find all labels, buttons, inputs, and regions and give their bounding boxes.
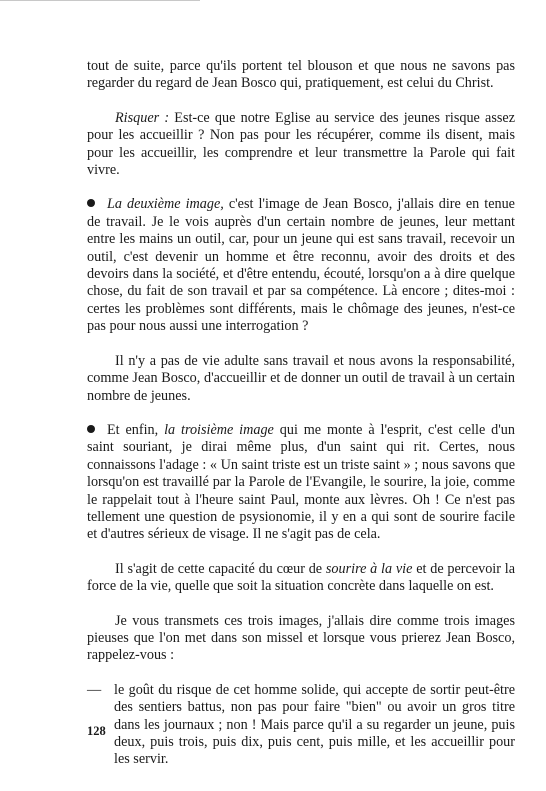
bullet-icon [87,199,95,207]
bullet-icon [87,425,95,433]
paragraph-risquer-text: Est-ce que notre Eglise au service des jeunes risque assez pour les accueillir ? Non pas pour les récupérer, comme ils disent, mais pour les accueillir, les comprendre et leur transmettre la Parole qui fait vivre. [87,109,515,179]
paragraph-smile-at-life [87,561,515,596]
page-number: 128 [87,724,106,738]
paragraph-smile-text: et de percevoir la force de la vie, quelle que soit la situation concrète dans laquelle on est. [87,560,515,595]
paragraph-adult-life [87,353,515,405]
paragraph-risquer [87,110,515,180]
paragraph-smile-start: Il s'agit de cette capacité du cœur de [115,560,326,577]
paragraph-second-image-text: c'est l'image de Jean Bosco, j'allais dire en tenue de travail. Je le vois auprès d'un certain nombre de jeunes, leur mettant entre les mains un outil, car, pour un jeune qui est sans travail, recevoir un outil, c'est devenir un homme et être reconnu, avoir des droits et des devoirs dans la société, et d'être entendu, écouté, lorsqu'on a à dire quelque chose, du fait de son travail et par sa compétence. Là encore ; dites-moi : certes les problèmes sont différents, mais le chômage des jeunes, n'est-ce pas pour nous aussi une interrogation ? [87,196,515,335]
paragraph-adult-life-text: Il n'y a pas de vie adulte sans travail et nous avons la responsabilité, comme Jean Bosco, d'accueillir et de donner un outil de travail à un certain nombre de jeunes. [87,352,515,404]
paragraph-third-image-italic: la troisième image [164,421,274,438]
paragraph-three-images-text: Je vous transmets ces trois images, j'allais dire comme trois images pieuses que l'on met dans son missel et lorsque vous prierez Jean Bosco, rappelez-vous : [87,612,515,664]
paragraph-second-image-lead: La deuxième image, [107,196,224,213]
page-text-block [87,58,515,769]
paragraph-1 [87,58,515,93]
top-edge-rule [0,0,200,1]
paragraph-third-image-start: Et enfin, [107,421,165,438]
paragraph-risquer-lead: Risquer : [115,109,170,126]
paragraph-second-image [87,196,515,335]
paragraph-smile-italic: sourire à la vie [325,560,413,577]
dash-marker: — [87,681,102,698]
list-item [87,682,515,769]
paragraph-three-images [87,613,515,665]
paragraph-third-image [87,422,515,544]
paragraph-third-image-text: qui me monte à l'esprit, c'est celle d'un saint souriant, je dirai même plus, d'un saint qui rit. Certes, nous connaissons l'adage : « Un saint triste est un triste saint » ; nous savons que lorsqu'on est travaillé par la Parole de l'Evangile, le sourire, la joie, comme le rappelait tout à l'heure saint Paul, monte aux lèvres. Oh ! Ce n'est pas tellement une question de psysionomie, il y en a qui sont de sourire facile et d'autres sérieux de visage. Il ne s'agit pas de cela. [87,421,515,543]
list-item-text: le goût du risque de cet homme solide, qui accepte de sortir peut-être des sentiers battus, non pas pour faire "bien" ou avoir un gros titre dans les journaux ; non ! Mais parce qu'il a su regarder un jeune, puis deux, puis trois, puis dix, puis cent, puis mille, et les accueillir pour les servir. [114,681,515,768]
paragraph-1-text: tout de suite, parce qu'ils portent tel blouson et que nous ne savons pas regarder du regard de Jean Bosco qui, pratiquement, est celui du Christ. [87,58,515,92]
